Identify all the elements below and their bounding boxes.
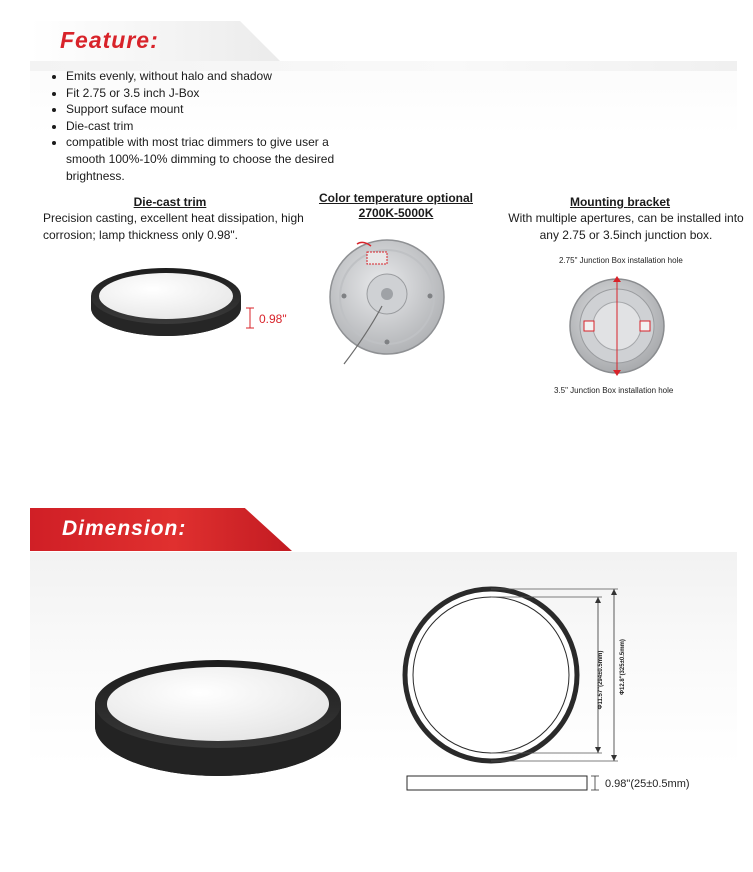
mounting-description: With multiple apertures, can be installed into any 2.75 or 3.5inch junction box.: [508, 211, 744, 242]
fixture-side-view-diagram: [406, 774, 606, 794]
dimension-title: Dimension:: [62, 517, 187, 540]
outer-diameter-label: Φ12.8"(325±0.5mm): [620, 639, 626, 695]
thickness-marker-icon: [244, 307, 256, 329]
feature-item: • Die-cast trim: [66, 118, 366, 135]
mounting-title-part1: Mounting: [569, 195, 624, 209]
color-temp-title: Color temperature optional: [318, 191, 473, 205]
feature-list: [48, 68, 366, 184]
feature-item: • Support suface mount: [66, 101, 366, 118]
inner-diameter-label: Φ11.57"(294±0.5mm): [598, 650, 604, 710]
junction-box-35-label: 3.5" Junction Box installation hole: [554, 386, 674, 395]
junction-box-275-label: 2.75" Junction Box installation hole: [559, 256, 683, 265]
diecast-trim-illustration: [86, 266, 246, 342]
feature-title: Feature:: [60, 27, 159, 53]
diecast-title: Die-cast trim: [133, 195, 207, 209]
thickness-dimension-label: 0.98"(25±0.5mm): [605, 778, 690, 790]
driver-plate-illustration: [322, 234, 452, 370]
fixture-perspective-illustration: [90, 656, 346, 780]
color-temp-range: 2700K-5000K: [358, 206, 434, 220]
mounting-title: [520, 195, 720, 210]
diecast-thickness-label: 0.98": [259, 312, 287, 326]
feature-item: • compatible with most triac dimmers to give user a smooth 100%-10% dimming to choose the desired brightness.: [66, 134, 366, 184]
feature-item: • Emits evenly, without halo and shadow: [66, 68, 366, 85]
diecast-description: Precision casting, excellent heat dissipation, high corrosion; lamp thickness only 0.98".: [43, 211, 304, 242]
mounting-bracket-illustration: [566, 270, 668, 382]
feature-item: • Fit 2.75 or 3.5 inch J-Box: [66, 85, 366, 102]
mounting-title-part2: bracket: [627, 195, 671, 209]
